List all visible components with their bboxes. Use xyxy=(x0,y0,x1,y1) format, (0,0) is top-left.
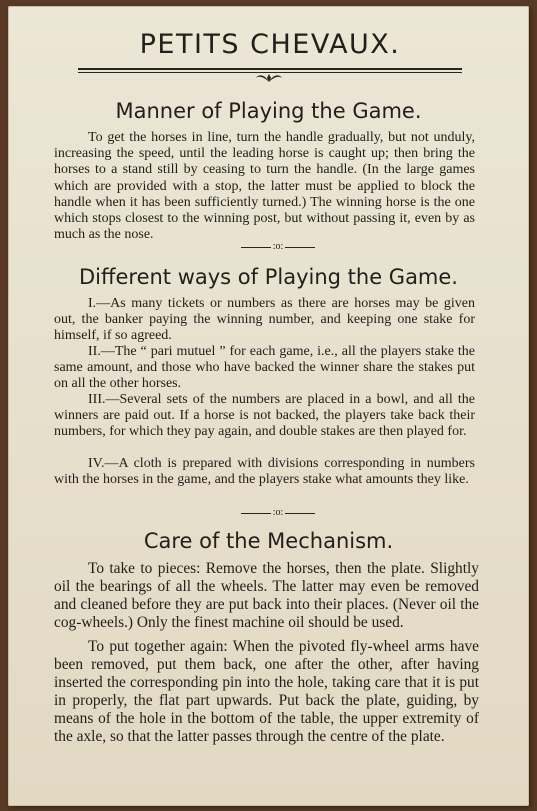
ways-item-2: II.—The “ pari mutuel ” for each game, i.e., all the players stake the same amount, and those who have backed the winner share the stakes put on all the other horses. xyxy=(54,344,475,392)
separator-mark: :o: xyxy=(272,507,284,518)
ornament-icon xyxy=(254,72,284,84)
page-title: PETITS CHEVAUX. xyxy=(139,29,401,60)
ways-item-3: III.—Several sets of the numbers are placed in a bowl, and all the winners are paid out. If a horse is not backed, the players take back their numbers, for which they pay again, and double stakes are then played for. xyxy=(54,392,475,440)
ways-item-4: IV.—A cloth is prepared with divisions corresponding in numbers with the horses in the game, and the players stake what amounts they like. xyxy=(54,456,475,488)
section-heading-ways: Different ways of Playing the Game. xyxy=(79,265,458,289)
care-item-1: To take to pieces: Remove the horses, then the plate. Slightly oil the bearings of all the wheels. The latter may even be removed and cleaned before they are put back into their places. (Never oil the cog-wheels.) Only the finest machine oil should be used. xyxy=(54,560,479,631)
separator-2 xyxy=(233,508,323,518)
manner-paragraph: To get the horses in line, turn the handle gradually, but not unduly, increasing the speed, until the leading horse is caught up; then bring the horses to a stand still by ceasing to turn the handle. (In the large games which are provided with a stop, the latter must be applied to block the handle when it has been sufficiently turned.) The winning horse is the one which stops closest to the winning post, but without passing it, even by as much as the nose. xyxy=(54,130,475,243)
section-heading-manner: Manner of Playing the Game. xyxy=(115,99,422,123)
care-item-2: To put together again: When the pivoted fly-wheel arms have been removed, put them back, one after the other, after having inserted the corresponding pin into the hole, taking care that it is put in properly, the flat part upwards. Put back the plate, guiding, by means of the hole in the bottom of the table, the upper extremity of the axle, so that the latter passes through the centre of the plate. xyxy=(54,638,479,745)
title-rule-thick xyxy=(78,68,462,70)
ways-item-1: I.—As many tickets or numbers as there are horses may be given out, the banker paying the winning number, and keeping one stake for himself, if so agreed. xyxy=(54,296,475,344)
document-sheet xyxy=(8,6,529,806)
separator-mark: :o: xyxy=(272,241,284,252)
section-heading-care: Care of the Mechanism. xyxy=(143,529,394,553)
separator-1 xyxy=(233,242,323,252)
